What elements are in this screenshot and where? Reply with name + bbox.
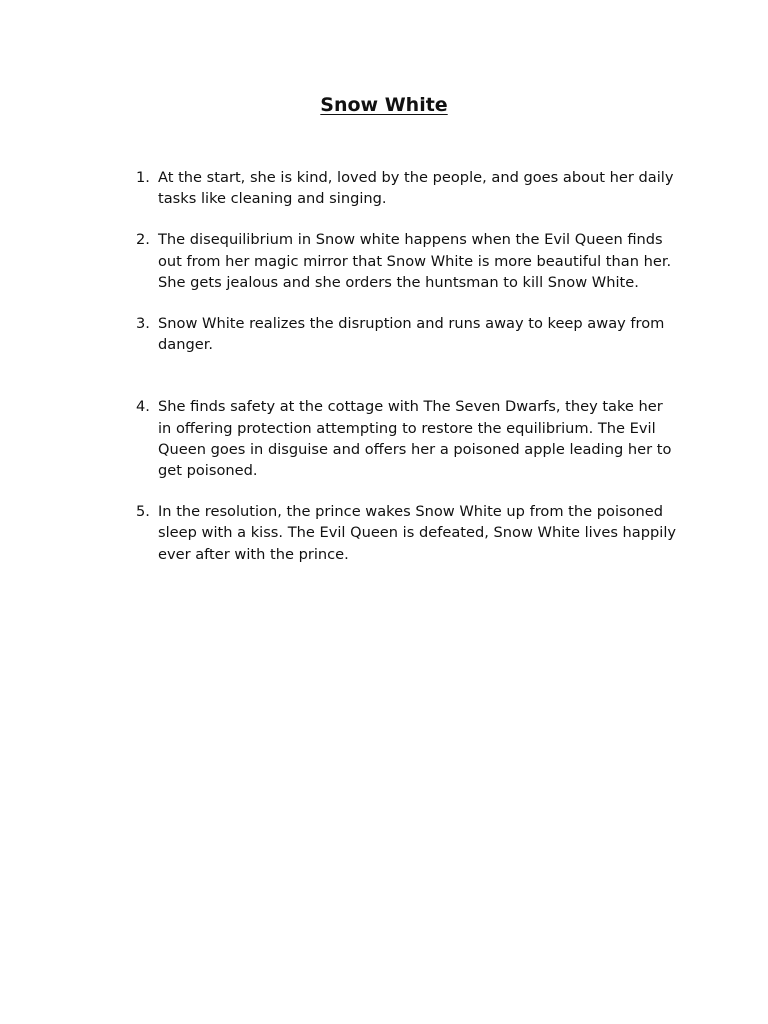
numbered-list — [128, 167, 680, 565]
document-title: Snow White — [320, 94, 448, 116]
list-item-number: 2. — [136, 231, 150, 249]
list-item — [128, 167, 680, 209]
list-item-text: In the resolution, the prince wakes Snow White up from the poisoned sleep with a kiss. The Evil Queen is defeated, Snow White lives happily ever after with the prince. — [158, 503, 677, 563]
list-item-number: 5. — [136, 503, 150, 521]
list-item — [128, 501, 680, 565]
list-item-number: 3. — [136, 315, 150, 333]
list-item-text: Snow White realizes the disruption and runs away to keep away from danger. — [158, 315, 665, 354]
list-item-text: At the start, she is kind, loved by the people, and goes about her daily tasks like cleaning and singing. — [158, 169, 674, 208]
list-item-text: The disequilibrium in Snow white happens when the Evil Queen finds out from her magic mirror that Snow White is more beautiful than her. She gets jealous and she orders the huntsman to kill Snow White. — [158, 231, 672, 291]
list-item — [128, 396, 680, 481]
list-item-number: 1. — [136, 169, 150, 186]
list-item — [128, 313, 680, 355]
list-item-text: She finds safety at the cottage with The Seven Dwarfs, they take her in offering protection attempting to restore the equilibrium. The Evil Queen goes in disguise and offers her a poisoned apple leading her to get poisoned. — [158, 398, 672, 480]
list-item-number: 4. — [136, 398, 150, 416]
list-item — [128, 229, 680, 293]
